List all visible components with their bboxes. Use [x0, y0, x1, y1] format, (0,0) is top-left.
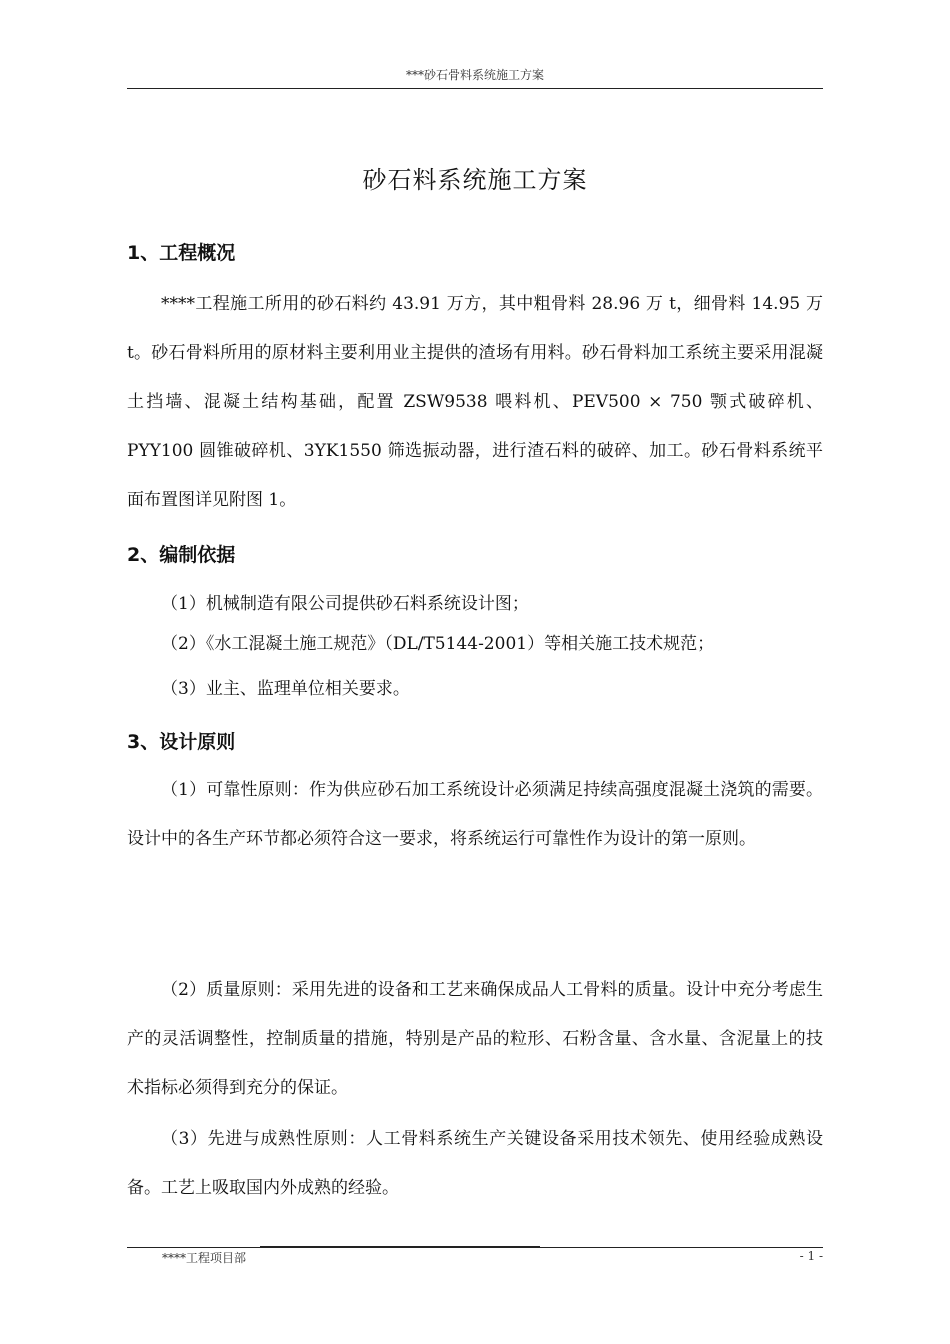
document-title: 砂石料系统施工方案: [362, 166, 588, 194]
section-heading-2: 2、编制依据: [127, 544, 236, 566]
footer-rule-accent: [260, 1246, 540, 1248]
principle-paragraph-3: （3）先进与成熟性原则：人工骨料系统生产关键设备采用技术领先、使用经验成熟设备。工艺上吸取国内外成熟的经验。: [127, 1129, 823, 1198]
section-1-paragraph: ****工程施工所用的砂石料约 43.91 万方，其中粗骨料 28.96 万 t，细骨料 14.95 万 t。砂石骨料所用的原材料主要利用业主提供的渣场有用料。砂石骨料加工系统主要采用混凝土挡墙、混凝土结构基础，配置 ZSW9538 喂料机、PEV500 × 750 颚式破碎机、PYY100 圆锥破碎机、3YK1550 筛选振动器，进行渣石料的破碎、加工。砂石骨料系统平面布置图详见附图 1。: [127, 294, 823, 510]
header-rule: [127, 88, 823, 89]
running-header: ***砂石骨料系统施工方案: [405, 68, 544, 82]
basis-item-1: （1）机械制造有限公司提供砂石料系统设计图；: [161, 594, 529, 614]
principle-paragraph-2: （2）质量原则：采用先进的设备和工艺来确保成品人工骨料的质量。设计中充分考虑生产的灵活调整性，控制质量的措施，特别是产品的粒形、石粉含量、含水量、含泥量上的技术指标必须得到充分的保证。: [127, 980, 823, 1098]
basis-item-3: （3）业主、监理单位相关要求。: [161, 679, 410, 699]
principle-paragraph-1: （1）可靠性原则：作为供应砂石加工系统设计必须满足持续高强度混凝土浇筑的需要。设计中的各生产环节都必须符合这一要求，将系统运行可靠性作为设计的第一原则。: [127, 780, 823, 849]
basis-item-2: （2）《水工混凝土施工规范》（DL/T5144-2001）等相关施工技术规范；: [161, 634, 715, 654]
section-heading-3: 3、设计原则: [127, 731, 236, 753]
footer-department: ****工程项目部: [162, 1251, 247, 1265]
section-heading-1: 1、工程概况: [127, 242, 236, 264]
page-number: - 1 -: [799, 1249, 823, 1263]
